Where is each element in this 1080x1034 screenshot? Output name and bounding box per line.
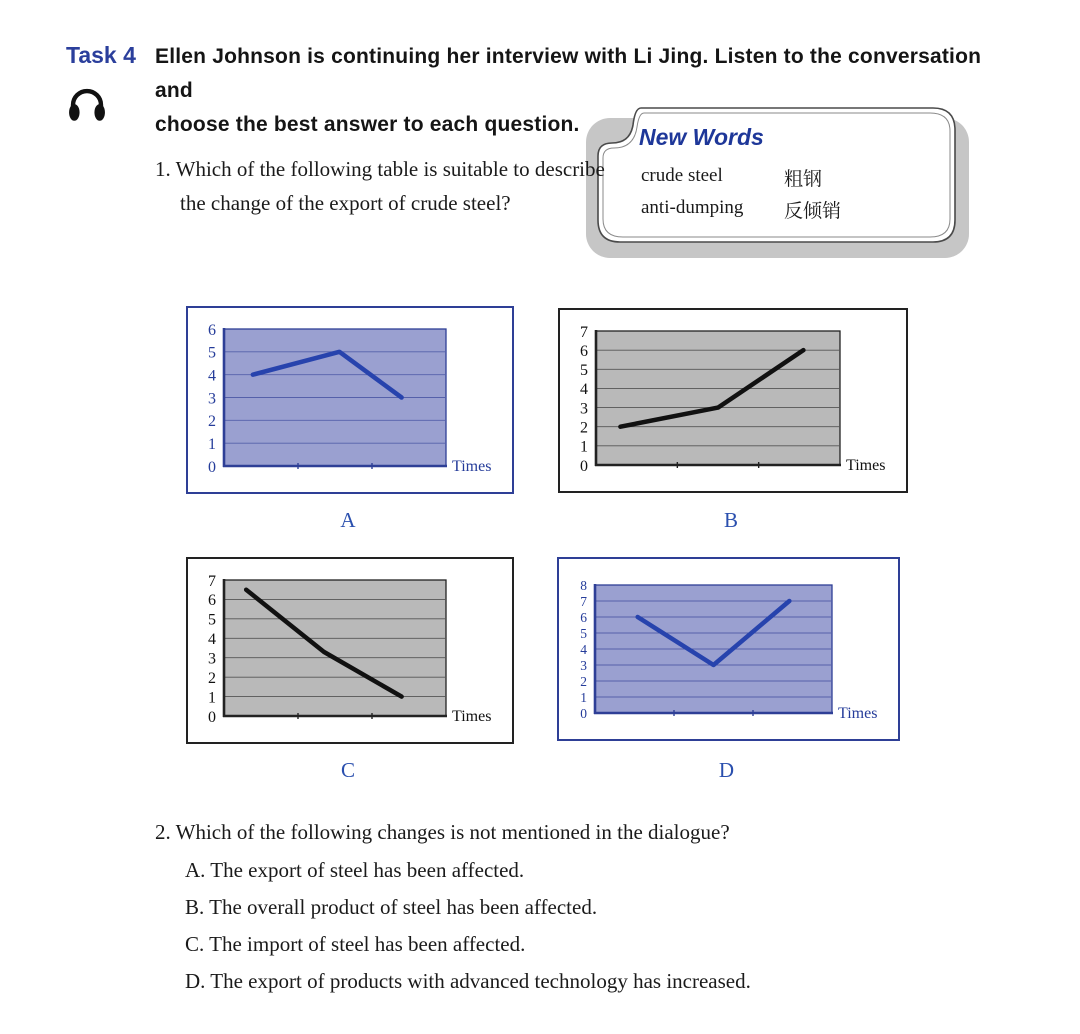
svg-text:6: 6	[208, 321, 216, 339]
question-1-text: 1. Which of the following table is suitable to describe the change of the export of crude steel?	[155, 157, 605, 215]
svg-text:3: 3	[208, 650, 216, 668]
chart-label-c: C	[340, 758, 355, 782]
svg-text:6: 6	[208, 592, 216, 610]
svg-text:1: 1	[208, 435, 216, 453]
svg-text:1: 1	[580, 438, 588, 456]
svg-text:6: 6	[580, 342, 588, 360]
svg-text:3: 3	[208, 390, 216, 408]
question-2-option-a: A. The export of steel has been affected.	[185, 858, 525, 882]
new-word-term: anti-dumping	[641, 197, 744, 218]
svg-text:7: 7	[580, 323, 588, 341]
chart-label-b: B	[723, 508, 738, 532]
svg-text:3: 3	[580, 400, 588, 418]
svg-text:0: 0	[208, 708, 216, 726]
new-words-title: New Words	[639, 124, 764, 150]
headphones-icon	[66, 82, 108, 133]
question-2-option-c: C. The import of steel has been affected.	[185, 932, 526, 956]
svg-text:4: 4	[208, 367, 216, 385]
svg-text:6: 6	[580, 609, 587, 625]
svg-text:5: 5	[580, 625, 587, 641]
svg-text:2: 2	[580, 673, 587, 689]
question-2-option-b: B. The overall product of steel has been affected.	[185, 895, 598, 919]
svg-text:1: 1	[208, 689, 216, 707]
svg-text:5: 5	[580, 362, 588, 380]
svg-text:0: 0	[208, 458, 216, 476]
svg-text:5: 5	[208, 344, 216, 362]
new-words-box	[583, 98, 973, 268]
svg-text:8: 8	[580, 577, 587, 593]
svg-text:0: 0	[580, 705, 587, 721]
question-2-option-d: D. The export of products with advanced technology has increased.	[185, 969, 751, 993]
question-2-block	[155, 814, 935, 1000]
svg-text:Times: Times	[846, 457, 886, 474]
svg-text:4: 4	[208, 631, 216, 649]
instruction-line-2: choose the best answer to each question.	[155, 113, 580, 136]
chart-option-d	[557, 557, 900, 741]
svg-text:2: 2	[208, 669, 216, 687]
svg-text:3: 3	[580, 657, 587, 673]
svg-text:2: 2	[580, 419, 588, 437]
question-2-text: 2. Which of the following changes is not mentioned in the dialogue?	[155, 820, 730, 844]
svg-text:Times: Times	[452, 458, 492, 475]
new-word-translation: 粗钢	[784, 169, 823, 190]
svg-text:4: 4	[580, 381, 588, 399]
svg-text:5: 5	[208, 611, 216, 629]
new-word-term: crude steel	[641, 165, 723, 186]
svg-text:4: 4	[580, 641, 587, 657]
svg-text:1: 1	[580, 689, 587, 705]
new-word-translation: 反倾销	[784, 201, 842, 222]
svg-text:Times: Times	[452, 708, 492, 725]
svg-text:7: 7	[580, 593, 587, 609]
chart-option-c	[186, 557, 514, 744]
chart-option-b	[558, 308, 908, 493]
chart-option-a	[186, 306, 514, 494]
chart-label-a: A	[340, 508, 356, 532]
svg-text:0: 0	[580, 457, 588, 475]
svg-text:Times: Times	[838, 705, 878, 722]
svg-text:7: 7	[208, 572, 216, 590]
svg-text:2: 2	[208, 413, 216, 431]
task-label: Task 4	[66, 42, 136, 68]
instruction-line-1: Ellen Johnson is continuing her interview with Li Jing. Listen to the conversation and	[155, 45, 982, 102]
chart-label-d: D	[718, 758, 735, 782]
